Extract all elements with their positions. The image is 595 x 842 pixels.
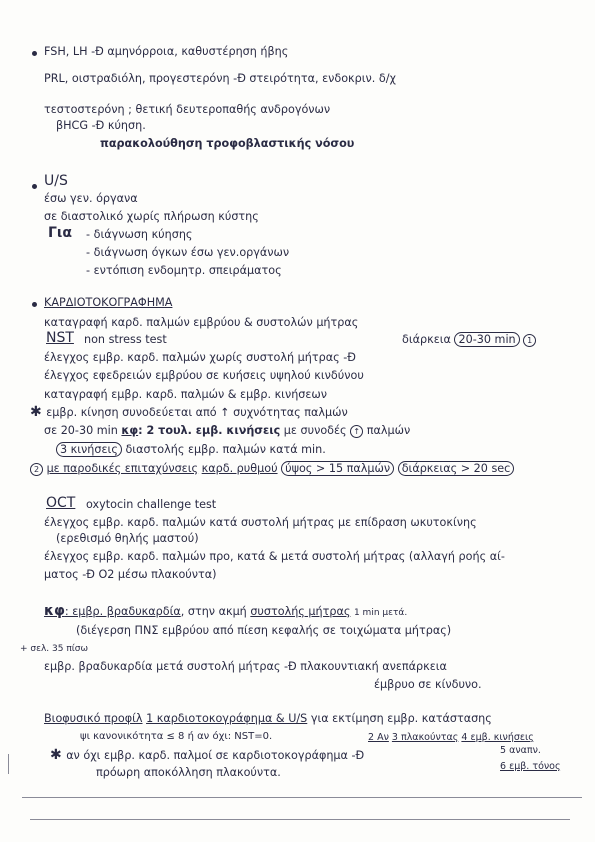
line: έλεγχος εφεδρειών εμβρύου σε κυήσεις υψηλού κινδύνου [44, 369, 364, 382]
mark-2: 2 [30, 463, 43, 476]
line [402, 333, 536, 347]
line-text: 1 min μετά. [353, 608, 408, 618]
mark-1: 1 [523, 334, 536, 347]
line-text: εμβρ. κίνηση συνοδεύεται από ↑ συχνότητας παλμών [46, 406, 348, 419]
line: βHCG -Ð κύηση. [56, 119, 146, 132]
asterisk-icon: ✱ [50, 747, 67, 763]
kf-label: κφ [121, 424, 139, 437]
line: PRL, οιστραδιόλη, προγεστερόνη -Ð στειρότητα, ενδοκριν. δ/χ [44, 72, 396, 85]
line: καταγραφή εμβρ. καρδ. παλμών & εμβρ. κινήσεων [44, 388, 328, 401]
section-heading: Βιοφυσικό προφίλ [44, 712, 143, 725]
line: - διάγνωση όγκων έσω γεν.οργάνων [86, 246, 290, 259]
line-text: 3 πλακούντας [391, 732, 459, 743]
circled-text: ύψος > 15 παλμών [281, 461, 394, 476]
line [30, 405, 348, 420]
margin-mark [8, 754, 10, 774]
line: τεστοστερόνη ; θετική δευτεροπαθής ανδρογόνων [44, 103, 331, 116]
line: παρακολούθηση τροφοβλαστικής νόσου [100, 137, 355, 150]
line: FSH, LH -Ð αμηνόρροια, καθυστέρηση ήβης [44, 45, 289, 58]
line-text: συστολής μήτρας [250, 605, 351, 618]
line-text: σε 20-30 min [44, 424, 118, 437]
circled-text: 3 κινήσεις [56, 442, 122, 457]
line: (διέγερση ΠΝΣ εμβρύου από πίεση κεφαλής σε τοιχώματα μήτρας) [76, 624, 452, 637]
line: non stress test [84, 333, 167, 346]
duration-value: 20-30 min [454, 332, 519, 347]
line-text: : 2 τουλ. εμβ. κινήσεις [138, 424, 281, 437]
line-text: για εκτίμηση εμβρ. κατάστασης [310, 712, 492, 725]
line [44, 604, 407, 620]
section-heading: ΚΑΡΔΙΟΤΟΚΟΓΡΑΦΗΜΑ [44, 296, 173, 309]
line: 6 εμβ. τόνος [500, 761, 561, 772]
duration-label: διάρκεια [402, 333, 451, 346]
line: σε διαστολικό χωρίς πλήρωση κύστης [44, 210, 259, 223]
line [50, 748, 364, 763]
line-text: διαστολής εμβρ. παλμών κατά min. [125, 443, 326, 456]
line [44, 424, 410, 438]
line [368, 731, 534, 745]
line [56, 443, 326, 457]
line-text: 4 εμβ. κινήσεις [461, 732, 534, 743]
line: έλεγχος εμβρ. καρδ. παλμών χωρίς συστολή μήτρας -Ð [44, 351, 356, 364]
line-text: : εμβρ. βραδυκαρδία [64, 605, 181, 618]
line-text: με παροδικές επιταχύνσεις [46, 462, 199, 475]
line: έσω γεν. όργανα [44, 192, 138, 205]
asterisk-icon: ✱ [30, 404, 47, 420]
bullet-2 [32, 184, 37, 189]
line: έλεγχος εμβρ. καρδ. παλμών προ, κατά & μετά συστολή μήτρας (αλλαγή ροής αί- [44, 550, 505, 563]
line-text: με συνοδές [283, 424, 347, 437]
bullet-1 [32, 51, 37, 56]
line: πρόωρη αποκόλληση πλακούντα. [96, 766, 281, 779]
line [44, 712, 492, 726]
line-text: παλμών [366, 424, 411, 437]
line: ματος -Ð O2 μέσω πλακούντα) [44, 568, 217, 581]
line [30, 462, 514, 476]
line-text: 2 Αν [368, 732, 389, 743]
line: - διάγνωση κύησης [86, 228, 193, 241]
circled-text: διάρκειας > 20 sec [398, 461, 515, 476]
line-text: 1 καρδιοτοκογράφημα & U/S [146, 712, 308, 725]
line: έμβρυο σε κίνδυνο. [374, 678, 482, 691]
line: έλεγχος εμβρ. καρδ. παλμών κατά συστολή μήτρας με επίδραση ωκυτοκίνης [44, 516, 477, 529]
separator-line [30, 819, 570, 820]
line-text: αν όχι εμβρ. καρδ. παλμοί σε καρδιοτοκογράφημα -Ð [66, 749, 365, 762]
side-note: + σελ. 35 πίσω [20, 644, 89, 654]
line: - εντόπιση ενδομητρ. σπειράματος [86, 264, 282, 277]
bullet-3 [32, 302, 37, 307]
separator-line [22, 797, 582, 798]
line-text: καρδ. ρυθμού [201, 462, 278, 475]
line: εμβρ. βραδυκαρδία μετά συστολή μήτρας -Ð πλακουντιακή ανεπάρκεια [44, 660, 447, 673]
kf-label: κφ [44, 603, 65, 619]
line: ψι κανονικότητα ≤ 8 ή αν όχι: NST=0. [80, 731, 273, 742]
line: Για [48, 225, 72, 241]
nst-label: NST [46, 330, 74, 346]
up-arrow-icon: ↑ [350, 425, 363, 438]
oct-label: OCT [46, 495, 76, 511]
section-heading: U/S [44, 173, 68, 189]
line: (ερεθισμό θηλής μαστού) [56, 532, 199, 545]
line: 5 αναπν. [500, 745, 541, 756]
line-text: , στην ακμή [180, 605, 247, 618]
line: oxytocin challenge test [86, 498, 217, 511]
line: καταγραφή καρδ. παλμών εμβρύου & συστολών μήτρας [44, 316, 359, 329]
